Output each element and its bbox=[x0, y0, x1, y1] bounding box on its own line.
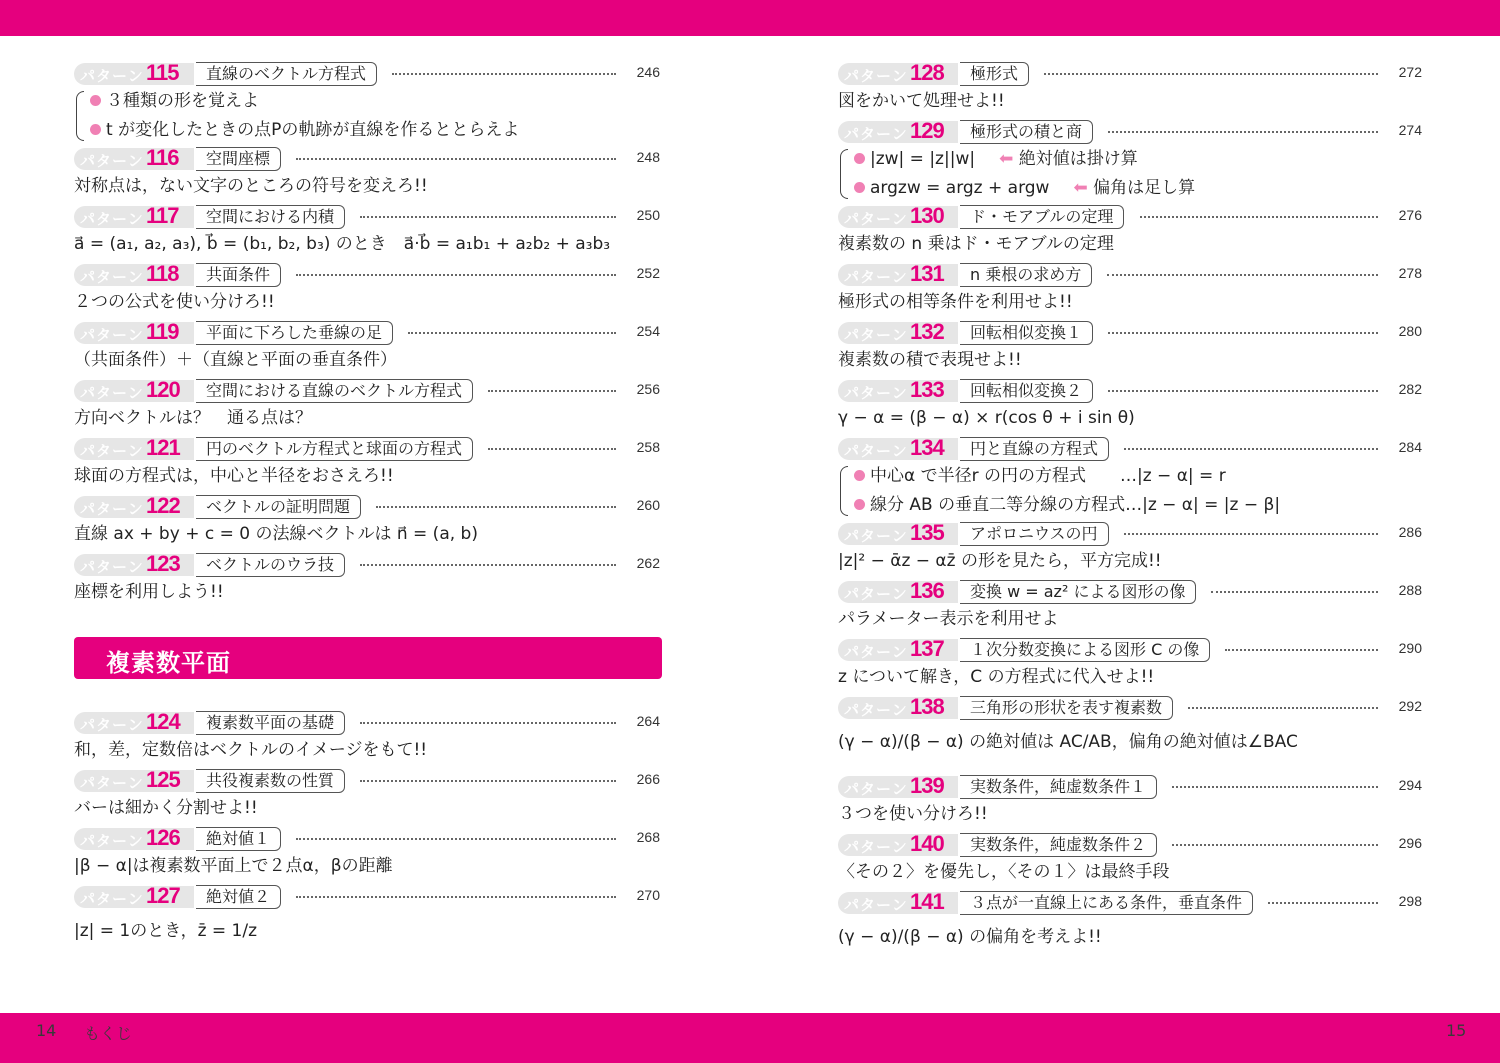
pattern-label-text: パターン bbox=[80, 210, 144, 228]
pattern-header-row[interactable] bbox=[838, 118, 1424, 143]
pattern-title[interactable]: 回転相似変換１ bbox=[960, 321, 1093, 345]
dot-leader bbox=[1268, 902, 1378, 904]
page-number: 288 bbox=[1398, 582, 1422, 598]
page-number: 266 bbox=[636, 771, 660, 787]
pattern-label bbox=[74, 709, 194, 734]
page-number: 246 bbox=[636, 64, 660, 80]
pattern-number: 134 bbox=[910, 435, 944, 460]
pattern-title[interactable]: 変換 w = az² による図形の像 bbox=[960, 580, 1196, 604]
pattern-number: 137 bbox=[910, 636, 944, 661]
pattern-header-row[interactable] bbox=[74, 493, 662, 518]
summary-line bbox=[854, 174, 1424, 203]
footer-left-page-number: 14 bbox=[36, 1021, 57, 1040]
toc-entry[interactable] bbox=[74, 145, 662, 203]
pattern-header-row[interactable] bbox=[838, 203, 1424, 228]
pattern-number: 141 bbox=[910, 889, 944, 914]
dot-leader bbox=[360, 722, 616, 724]
pattern-label-text: パターン bbox=[844, 585, 908, 603]
pattern-header-row[interactable] bbox=[838, 694, 1424, 719]
summary-line bbox=[90, 87, 662, 116]
pattern-summary: （共面条件）＋（直線と平面の垂直条件） bbox=[74, 350, 397, 370]
pattern-summary: 複素数の積で表現せよ!! bbox=[838, 350, 1022, 370]
pattern-label-text: パターン bbox=[80, 716, 144, 734]
pattern-label bbox=[838, 694, 958, 719]
dot-leader bbox=[1108, 131, 1378, 133]
pattern-summary bbox=[838, 145, 1424, 203]
pattern-summary: パラメーター表示を利用せよ bbox=[838, 609, 1059, 629]
pattern-number: 125 bbox=[146, 767, 180, 792]
pattern-number: 127 bbox=[146, 883, 180, 908]
pattern-label-text: パターン bbox=[80, 152, 144, 170]
toc-entry[interactable] bbox=[74, 261, 662, 319]
pattern-summary: a⃗ = (a₁, a₂, a₃), b⃗ = (b₁, b₂, b₃) のとき a⃗·b⃗ = a₁b₁ + a₂b₂ + a₃b₃ bbox=[74, 234, 611, 254]
toc-entry[interactable] bbox=[74, 551, 662, 609]
pattern-label bbox=[838, 377, 958, 402]
pattern-label bbox=[74, 825, 194, 850]
pattern-summary bbox=[74, 87, 662, 145]
pattern-header-row[interactable] bbox=[838, 831, 1424, 856]
pattern-title[interactable]: 絶対値１ bbox=[196, 827, 281, 851]
pattern-label bbox=[838, 636, 958, 661]
pink-bullet-icon bbox=[854, 153, 865, 164]
pattern-header-row[interactable] bbox=[74, 377, 662, 402]
pattern-label-text: パターン bbox=[844, 384, 908, 402]
pattern-label-text: パターン bbox=[844, 896, 908, 914]
pattern-title[interactable]: 円と直線の方程式 bbox=[960, 437, 1109, 461]
pattern-label-text: パターン bbox=[80, 500, 144, 518]
page-number: 282 bbox=[1398, 381, 1422, 397]
page-number: 272 bbox=[1398, 64, 1422, 80]
pattern-title[interactable]: 平面に下ろした垂線の足 bbox=[196, 321, 393, 345]
pattern-summary: 対称点は，ない文字のところの符号を変えろ!! bbox=[74, 176, 428, 196]
pattern-summary: 和，差，定数倍はベクトルのイメージをもて!! bbox=[74, 740, 428, 760]
pattern-label bbox=[74, 145, 194, 170]
pattern-label bbox=[838, 831, 958, 856]
toc-entry[interactable] bbox=[74, 60, 662, 145]
summary-text: 線分 AB の垂直二等分線の方程式…|z − α| = |z − β| bbox=[870, 495, 1281, 515]
pattern-label bbox=[74, 60, 194, 85]
pattern-title[interactable]: 空間における直線のベクトル方程式 bbox=[196, 379, 473, 403]
pattern-summary: |z| = 1のとき，z̄ = 1/z bbox=[74, 921, 258, 941]
pattern-label-text: パターン bbox=[80, 268, 144, 286]
pattern-title[interactable]: ３点が一直線上にある条件，垂直条件 bbox=[960, 891, 1253, 915]
pattern-header-row[interactable] bbox=[838, 319, 1424, 344]
pattern-label-text: パターン bbox=[844, 442, 908, 460]
pattern-number: 138 bbox=[910, 694, 944, 719]
toc-entry[interactable] bbox=[74, 883, 662, 962]
curly-brace bbox=[840, 466, 848, 516]
dot-leader bbox=[360, 216, 616, 218]
page-number: 274 bbox=[1398, 122, 1422, 138]
pattern-title[interactable]: n 乗根の求め方 bbox=[960, 263, 1092, 287]
pattern-header-row[interactable] bbox=[74, 825, 662, 850]
pattern-label bbox=[74, 435, 194, 460]
page-number: 296 bbox=[1398, 835, 1422, 851]
summary-text: |zw| = |z||w| bbox=[870, 149, 976, 169]
summary-note: 偏角は足し算 bbox=[1093, 178, 1196, 198]
pattern-header-row[interactable] bbox=[74, 551, 662, 576]
pattern-label bbox=[74, 319, 194, 344]
pattern-label-text: パターン bbox=[844, 527, 908, 545]
pattern-number: 118 bbox=[146, 261, 179, 286]
pattern-label bbox=[74, 767, 194, 792]
toc-entry[interactable] bbox=[838, 773, 1424, 831]
pattern-label bbox=[838, 435, 958, 460]
pattern-title[interactable]: 極形式の積と商 bbox=[960, 120, 1093, 144]
pattern-label bbox=[838, 319, 958, 344]
pattern-summary: ２つの公式を使い分けろ!! bbox=[74, 292, 275, 312]
pattern-number: 122 bbox=[146, 493, 180, 518]
pattern-label-text: パターン bbox=[80, 774, 144, 792]
pattern-summary: (γ − α)/(β − α) の絶対値は AC/AB，偏角の絶対値は∠BAC bbox=[838, 732, 1298, 752]
pattern-header-row[interactable] bbox=[74, 767, 662, 792]
pattern-label bbox=[74, 377, 194, 402]
toc-entry[interactable] bbox=[838, 831, 1424, 889]
pattern-header-row[interactable] bbox=[74, 319, 662, 344]
toc-entry[interactable] bbox=[74, 203, 662, 261]
dot-leader bbox=[296, 158, 616, 160]
pattern-number: 136 bbox=[910, 578, 944, 603]
pattern-summary: γ − α = (β − α) × r(cos θ + i sin θ) bbox=[838, 408, 1135, 428]
pattern-label-text: パターン bbox=[80, 442, 144, 460]
pattern-summary: 複素数の n 乗はド・モアブルの定理 bbox=[838, 234, 1114, 254]
pattern-label-text: パターン bbox=[844, 780, 908, 798]
toc-entry[interactable] bbox=[74, 493, 662, 551]
pattern-label bbox=[838, 889, 958, 914]
pattern-label-text: パターン bbox=[80, 558, 144, 576]
page-number: 260 bbox=[636, 497, 660, 513]
pattern-number: 140 bbox=[910, 831, 944, 856]
pattern-header-row[interactable] bbox=[838, 520, 1424, 545]
pattern-header-row[interactable] bbox=[74, 60, 662, 85]
pattern-summary: |β − α|は複素数平面上で２点α，βの距離 bbox=[74, 856, 393, 876]
pattern-header-row[interactable] bbox=[74, 435, 662, 460]
pattern-label-text: パターン bbox=[844, 326, 908, 344]
pattern-header-row[interactable] bbox=[838, 377, 1424, 402]
toc-entry[interactable] bbox=[74, 767, 662, 825]
pattern-label-text: パターン bbox=[80, 832, 144, 850]
pattern-label-text: パターン bbox=[80, 326, 144, 344]
bottom-band bbox=[0, 1013, 1500, 1063]
dot-leader bbox=[408, 332, 616, 334]
toc-entry[interactable] bbox=[838, 203, 1424, 261]
pattern-label bbox=[838, 203, 958, 228]
toc-entry[interactable] bbox=[838, 694, 1424, 773]
pattern-header-row[interactable] bbox=[838, 578, 1424, 603]
pattern-header-row[interactable] bbox=[838, 773, 1424, 798]
dot-leader bbox=[1124, 448, 1378, 450]
dot-leader bbox=[296, 274, 616, 276]
pattern-number: 124 bbox=[146, 709, 180, 734]
toc-entry[interactable] bbox=[74, 709, 662, 767]
pattern-label bbox=[838, 60, 958, 85]
pink-bullet-icon bbox=[90, 95, 101, 106]
page-number: 290 bbox=[1398, 640, 1422, 656]
pattern-summary: |z|² − ᾱz − αz̄ の形を見たら，平方完成!! bbox=[838, 551, 1162, 571]
toc-left-column bbox=[74, 60, 662, 962]
toc-entry[interactable] bbox=[838, 520, 1424, 578]
pattern-title[interactable]: 円のベクトル方程式と球面の方程式 bbox=[196, 437, 473, 461]
pattern-title[interactable]: アポロニウスの円 bbox=[960, 522, 1109, 546]
dot-leader bbox=[488, 390, 616, 392]
dot-leader bbox=[392, 73, 616, 75]
toc-entry[interactable] bbox=[838, 578, 1424, 636]
pattern-title[interactable]: 直線のベクトル方程式 bbox=[196, 62, 377, 86]
pattern-summary: バーは細かく分割せよ!! bbox=[74, 798, 258, 818]
dot-leader bbox=[360, 780, 616, 782]
pattern-label bbox=[838, 773, 958, 798]
pink-bullet-icon bbox=[90, 124, 101, 135]
pink-bullet-icon bbox=[854, 182, 865, 193]
pattern-number: 130 bbox=[910, 203, 944, 228]
dot-leader bbox=[1108, 332, 1378, 334]
pattern-label-text: パターン bbox=[844, 125, 908, 143]
pink-bullet-icon bbox=[854, 470, 865, 481]
pattern-header-row[interactable] bbox=[74, 883, 662, 908]
pattern-label bbox=[838, 578, 958, 603]
page-number: 294 bbox=[1398, 777, 1422, 793]
page-number: 258 bbox=[636, 439, 660, 455]
footer-right-page-number: 15 bbox=[1446, 1021, 1467, 1040]
dot-leader bbox=[1172, 844, 1378, 846]
pattern-title[interactable]: 実数条件，純虚数条件１ bbox=[960, 775, 1157, 799]
pattern-label bbox=[838, 520, 958, 545]
dot-leader bbox=[296, 896, 616, 898]
page-number: 254 bbox=[636, 323, 660, 339]
page-number: 292 bbox=[1398, 698, 1422, 714]
toc-entry[interactable] bbox=[74, 825, 662, 883]
pattern-number: 132 bbox=[910, 319, 944, 344]
page-number: 286 bbox=[1398, 524, 1422, 540]
pattern-title[interactable]: ベクトルのウラ技 bbox=[196, 553, 345, 577]
toc-entry[interactable] bbox=[838, 319, 1424, 377]
pattern-title[interactable]: 複素数平面の基礎 bbox=[196, 711, 345, 735]
pattern-header-row[interactable] bbox=[838, 261, 1424, 286]
curly-brace bbox=[76, 91, 84, 141]
pattern-label bbox=[74, 261, 194, 286]
dot-leader bbox=[376, 506, 616, 508]
dot-leader bbox=[1044, 73, 1378, 75]
toc-entry[interactable] bbox=[74, 319, 662, 377]
pattern-number: 126 bbox=[146, 825, 180, 850]
pattern-label bbox=[838, 261, 958, 286]
summary-text: t が変化したときの点Pの軌跡が直線を作るととらえよ bbox=[106, 120, 520, 140]
dot-leader bbox=[1140, 216, 1378, 218]
pattern-title[interactable]: 実数条件，純虚数条件２ bbox=[960, 833, 1157, 857]
pattern-number: 131 bbox=[910, 261, 944, 286]
pattern-label bbox=[838, 118, 958, 143]
pattern-label-text: パターン bbox=[80, 384, 144, 402]
page-number: 284 bbox=[1398, 439, 1422, 455]
summary-text: argzw = argz + argw bbox=[870, 178, 1050, 198]
section-heading bbox=[74, 637, 662, 679]
pattern-title[interactable]: ベクトルの証明問題 bbox=[196, 495, 361, 519]
pattern-summary: 方向ベクトルは？ 通る点は？ bbox=[74, 408, 312, 428]
pink-bullet-icon bbox=[854, 499, 865, 510]
pattern-number: 116 bbox=[146, 145, 179, 170]
pattern-header-row[interactable] bbox=[838, 636, 1424, 661]
toc-entry[interactable] bbox=[838, 377, 1424, 435]
summary-line bbox=[854, 491, 1424, 520]
pattern-number: 115 bbox=[146, 60, 179, 85]
pattern-label bbox=[74, 883, 194, 908]
pattern-title[interactable]: 共面条件 bbox=[196, 263, 281, 287]
pattern-header-row[interactable] bbox=[74, 203, 662, 228]
summary-text: 中心α で半径r の円の方程式 …|z − α| = r bbox=[870, 466, 1226, 486]
toc-entry[interactable] bbox=[838, 435, 1424, 520]
dot-leader bbox=[1124, 533, 1378, 535]
page-number: 256 bbox=[636, 381, 660, 397]
summary-note: 絶対値は掛け算 bbox=[1018, 149, 1138, 169]
pattern-header-row[interactable] bbox=[74, 709, 662, 734]
pattern-title[interactable]: 絶対値２ bbox=[196, 885, 281, 909]
left-arrow-icon: ⬅ bbox=[1073, 178, 1094, 198]
page-number: 262 bbox=[636, 555, 660, 571]
pattern-label-text: パターン bbox=[844, 67, 908, 85]
pattern-header-row[interactable] bbox=[838, 435, 1424, 460]
page-number: 248 bbox=[636, 149, 660, 165]
toc-entry[interactable] bbox=[838, 60, 1424, 118]
pattern-title[interactable]: ド・モアブルの定理 bbox=[960, 205, 1124, 229]
pattern-summary: 球面の方程式は，中心と半径をおさえろ!! bbox=[74, 466, 394, 486]
page-number: 252 bbox=[636, 265, 660, 281]
pattern-label-text: パターン bbox=[844, 643, 908, 661]
dot-leader bbox=[360, 564, 616, 566]
toc-entry[interactable] bbox=[838, 118, 1424, 203]
section-heading-text: 複素数平面 bbox=[106, 649, 231, 677]
pattern-number: 119 bbox=[146, 319, 179, 344]
pattern-summary: 極形式の相等条件を利用せよ!! bbox=[838, 292, 1073, 312]
pattern-number: 133 bbox=[910, 377, 944, 402]
pattern-header-row[interactable] bbox=[74, 261, 662, 286]
pattern-label-text: パターン bbox=[80, 890, 144, 908]
pattern-label-text: パターン bbox=[844, 701, 908, 719]
pattern-summary bbox=[838, 462, 1424, 520]
pattern-title[interactable]: 極形式 bbox=[960, 62, 1029, 86]
pattern-label bbox=[74, 551, 194, 576]
pattern-label bbox=[74, 493, 194, 518]
toc-entry[interactable] bbox=[838, 261, 1424, 319]
page-number: 298 bbox=[1398, 893, 1422, 909]
pattern-title[interactable]: 共役複素数の性質 bbox=[196, 769, 345, 793]
pattern-label-text: パターン bbox=[80, 67, 144, 85]
pattern-label-text: パターン bbox=[844, 838, 908, 856]
summary-line bbox=[90, 116, 662, 145]
pattern-header-row[interactable] bbox=[838, 60, 1424, 85]
dot-leader bbox=[1172, 786, 1378, 788]
summary-text: ３種類の形を覚えよ bbox=[106, 91, 259, 111]
pattern-summary: 直線 ax + by + c = 0 の法線ベクトルは n⃗ = (a, b) bbox=[74, 524, 478, 544]
pattern-header-row[interactable] bbox=[74, 145, 662, 170]
pattern-summary: 図をかいて処理せよ!! bbox=[838, 91, 1005, 111]
pattern-title[interactable]: 回転相似変換２ bbox=[960, 379, 1093, 403]
pattern-title[interactable]: 空間座標 bbox=[196, 147, 281, 171]
toc-right-column bbox=[838, 60, 1424, 968]
toc-entry[interactable] bbox=[74, 377, 662, 435]
pattern-number: 135 bbox=[910, 520, 944, 545]
pattern-number: 121 bbox=[146, 435, 180, 460]
pattern-number: 139 bbox=[910, 773, 944, 798]
pattern-number: 120 bbox=[146, 377, 180, 402]
footer-left-label: もくじ bbox=[84, 1024, 133, 1043]
pattern-number: 123 bbox=[146, 551, 180, 576]
summary-line bbox=[854, 145, 1424, 174]
toc-entry[interactable] bbox=[74, 435, 662, 493]
pattern-summary: (γ − α)/(β − α) の偏角を考えよ!! bbox=[838, 927, 1102, 947]
dot-leader bbox=[1225, 649, 1378, 651]
pattern-label-text: パターン bbox=[844, 210, 908, 228]
pattern-title[interactable]: 三角形の形状を表す複素数 bbox=[960, 696, 1173, 720]
pattern-summary: 〈その２〉を優先し，〈その１〉は最終手段 bbox=[838, 862, 1170, 882]
pattern-summary: 座標を利用しよう!! bbox=[74, 582, 224, 602]
left-arrow-icon: ⬅ bbox=[999, 149, 1019, 169]
page-number: 276 bbox=[1398, 207, 1422, 223]
page-number: 280 bbox=[1398, 323, 1422, 339]
dot-leader bbox=[1188, 707, 1378, 709]
pattern-number: 128 bbox=[910, 60, 944, 85]
curly-brace bbox=[840, 149, 848, 199]
pattern-header-row[interactable] bbox=[838, 889, 1424, 914]
page-number: 250 bbox=[636, 207, 660, 223]
toc-entry[interactable] bbox=[838, 636, 1424, 694]
summary-line bbox=[854, 462, 1424, 491]
pattern-label-text: パターン bbox=[844, 268, 908, 286]
pattern-summary: z について解き，C の方程式に代入せよ!! bbox=[838, 667, 1155, 687]
pattern-number: 129 bbox=[910, 118, 944, 143]
pattern-number: 117 bbox=[146, 203, 179, 228]
page-number: 278 bbox=[1398, 265, 1422, 281]
page-number: 264 bbox=[636, 713, 660, 729]
dot-leader bbox=[488, 448, 616, 450]
toc-entry[interactable] bbox=[838, 889, 1424, 968]
pattern-title[interactable]: １次分数変換による図形 C の像 bbox=[960, 638, 1210, 662]
page-number: 270 bbox=[636, 887, 660, 903]
pattern-title[interactable]: 空間における内積 bbox=[196, 205, 345, 229]
pattern-label bbox=[74, 203, 194, 228]
top-band bbox=[0, 0, 1500, 36]
dot-leader bbox=[1211, 591, 1378, 593]
dot-leader bbox=[296, 838, 616, 840]
dot-leader bbox=[1108, 390, 1378, 392]
pattern-summary: ３つを使い分けろ!! bbox=[838, 804, 988, 824]
dot-leader bbox=[1107, 274, 1378, 276]
page-number: 268 bbox=[636, 829, 660, 845]
